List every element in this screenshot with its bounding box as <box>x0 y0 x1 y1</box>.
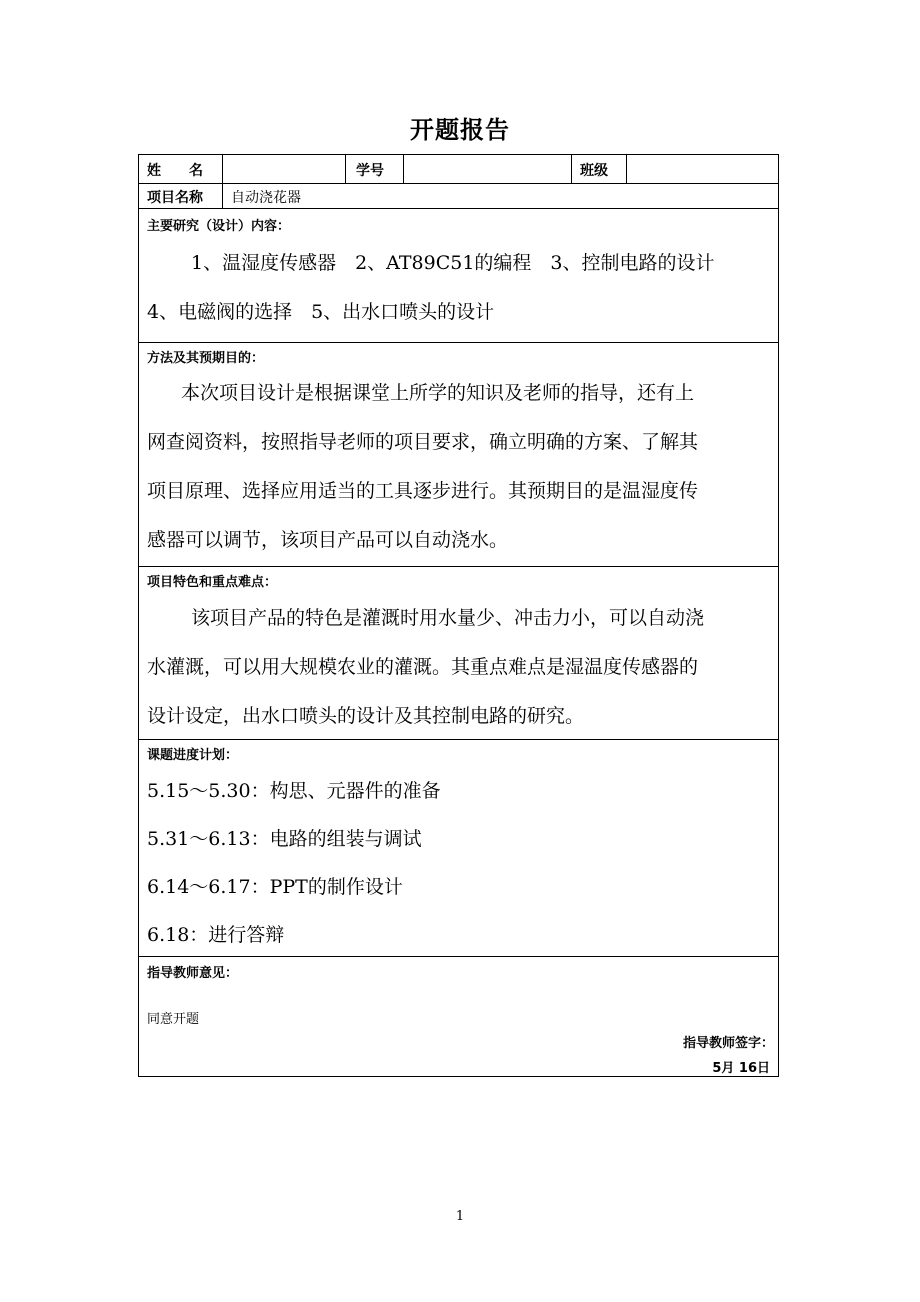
page-number: 1 <box>455 1209 465 1224</box>
student-id-value-cell[interactable] <box>404 155 572 183</box>
content-line: 4、电磁阀的选择 5、出水口喷头的设计 <box>147 301 495 323</box>
project-row <box>139 184 778 209</box>
content-section <box>139 209 778 343</box>
method-heading: 方法及其预期目的： <box>147 351 265 366</box>
schedule-item: 6.14～6.17：PPT的制作设计 <box>147 876 403 898</box>
proposal-form <box>138 154 779 1077</box>
schedule-item: 5.31～6.13：电路的组装与调试 <box>147 828 422 850</box>
method-line: 网查阅资料，按照指导老师的项目要求，确立明确的方案、了解其 <box>147 431 699 453</box>
schedule-section <box>139 740 778 957</box>
schedule-item: 5.15～5.30：构思、元器件的准备 <box>147 780 441 802</box>
features-body <box>147 567 772 739</box>
name-label-cell <box>139 155 223 183</box>
advisor-date: 5月 16日 <box>712 1061 770 1076</box>
page-title: 开题报告 <box>410 116 510 144</box>
method-line: 本次项目设计是根据课堂上所学的知识及老师的指导，还有上 <box>181 382 695 404</box>
features-line: 设计设定，出水口喷头的设计及其控制电路的研究。 <box>147 705 585 727</box>
method-line: 项目原理、选择应用适当的工具逐步进行。其预期目的是温湿度传 <box>147 480 699 502</box>
advisor-heading: 指导教师意见： <box>147 966 239 981</box>
method-section <box>139 343 778 567</box>
features-heading: 项目特色和重点难点： <box>147 575 278 590</box>
advisor-opinion: 同意开题 <box>147 1012 200 1027</box>
project-label-cell <box>139 184 223 208</box>
class-value-cell[interactable] <box>627 155 779 183</box>
class-label-cell <box>572 155 627 183</box>
content-line: 1、温湿度传感器 2、AT89C51的编程 3、控制电路的设计 <box>191 252 715 274</box>
student-id-label: 学号 <box>356 163 384 179</box>
features-line: 水灌溉，可以用大规模农业的灌溉。其重点难点是湿温度传感器的 <box>147 656 699 678</box>
schedule-body <box>147 740 772 956</box>
project-value: 自动浇花器 <box>231 190 301 206</box>
name-label: 姓 名 <box>147 163 203 179</box>
project-label: 项目名称 <box>147 190 203 206</box>
method-line: 感器可以调节，该项目产品可以自动浇水。 <box>147 529 509 551</box>
name-value-cell[interactable] <box>223 155 346 183</box>
class-label: 班级 <box>580 163 608 179</box>
advisor-section <box>139 957 778 1078</box>
info-row <box>139 155 778 184</box>
schedule-heading: 课题进度计划： <box>147 748 239 763</box>
method-body <box>147 343 772 566</box>
advisor-signature-label: 指导教师签字： <box>682 1036 774 1051</box>
features-section <box>139 567 778 740</box>
content-heading: 主要研究（设计）内容： <box>147 219 291 234</box>
student-id-label-cell <box>346 155 404 183</box>
content-body <box>147 209 772 342</box>
project-value-cell[interactable] <box>223 184 779 208</box>
features-line: 该项目产品的特色是灌溉时用水量少、冲击力小，可以自动浇 <box>191 607 705 629</box>
schedule-item: 6.18：进行答辩 <box>147 924 285 946</box>
